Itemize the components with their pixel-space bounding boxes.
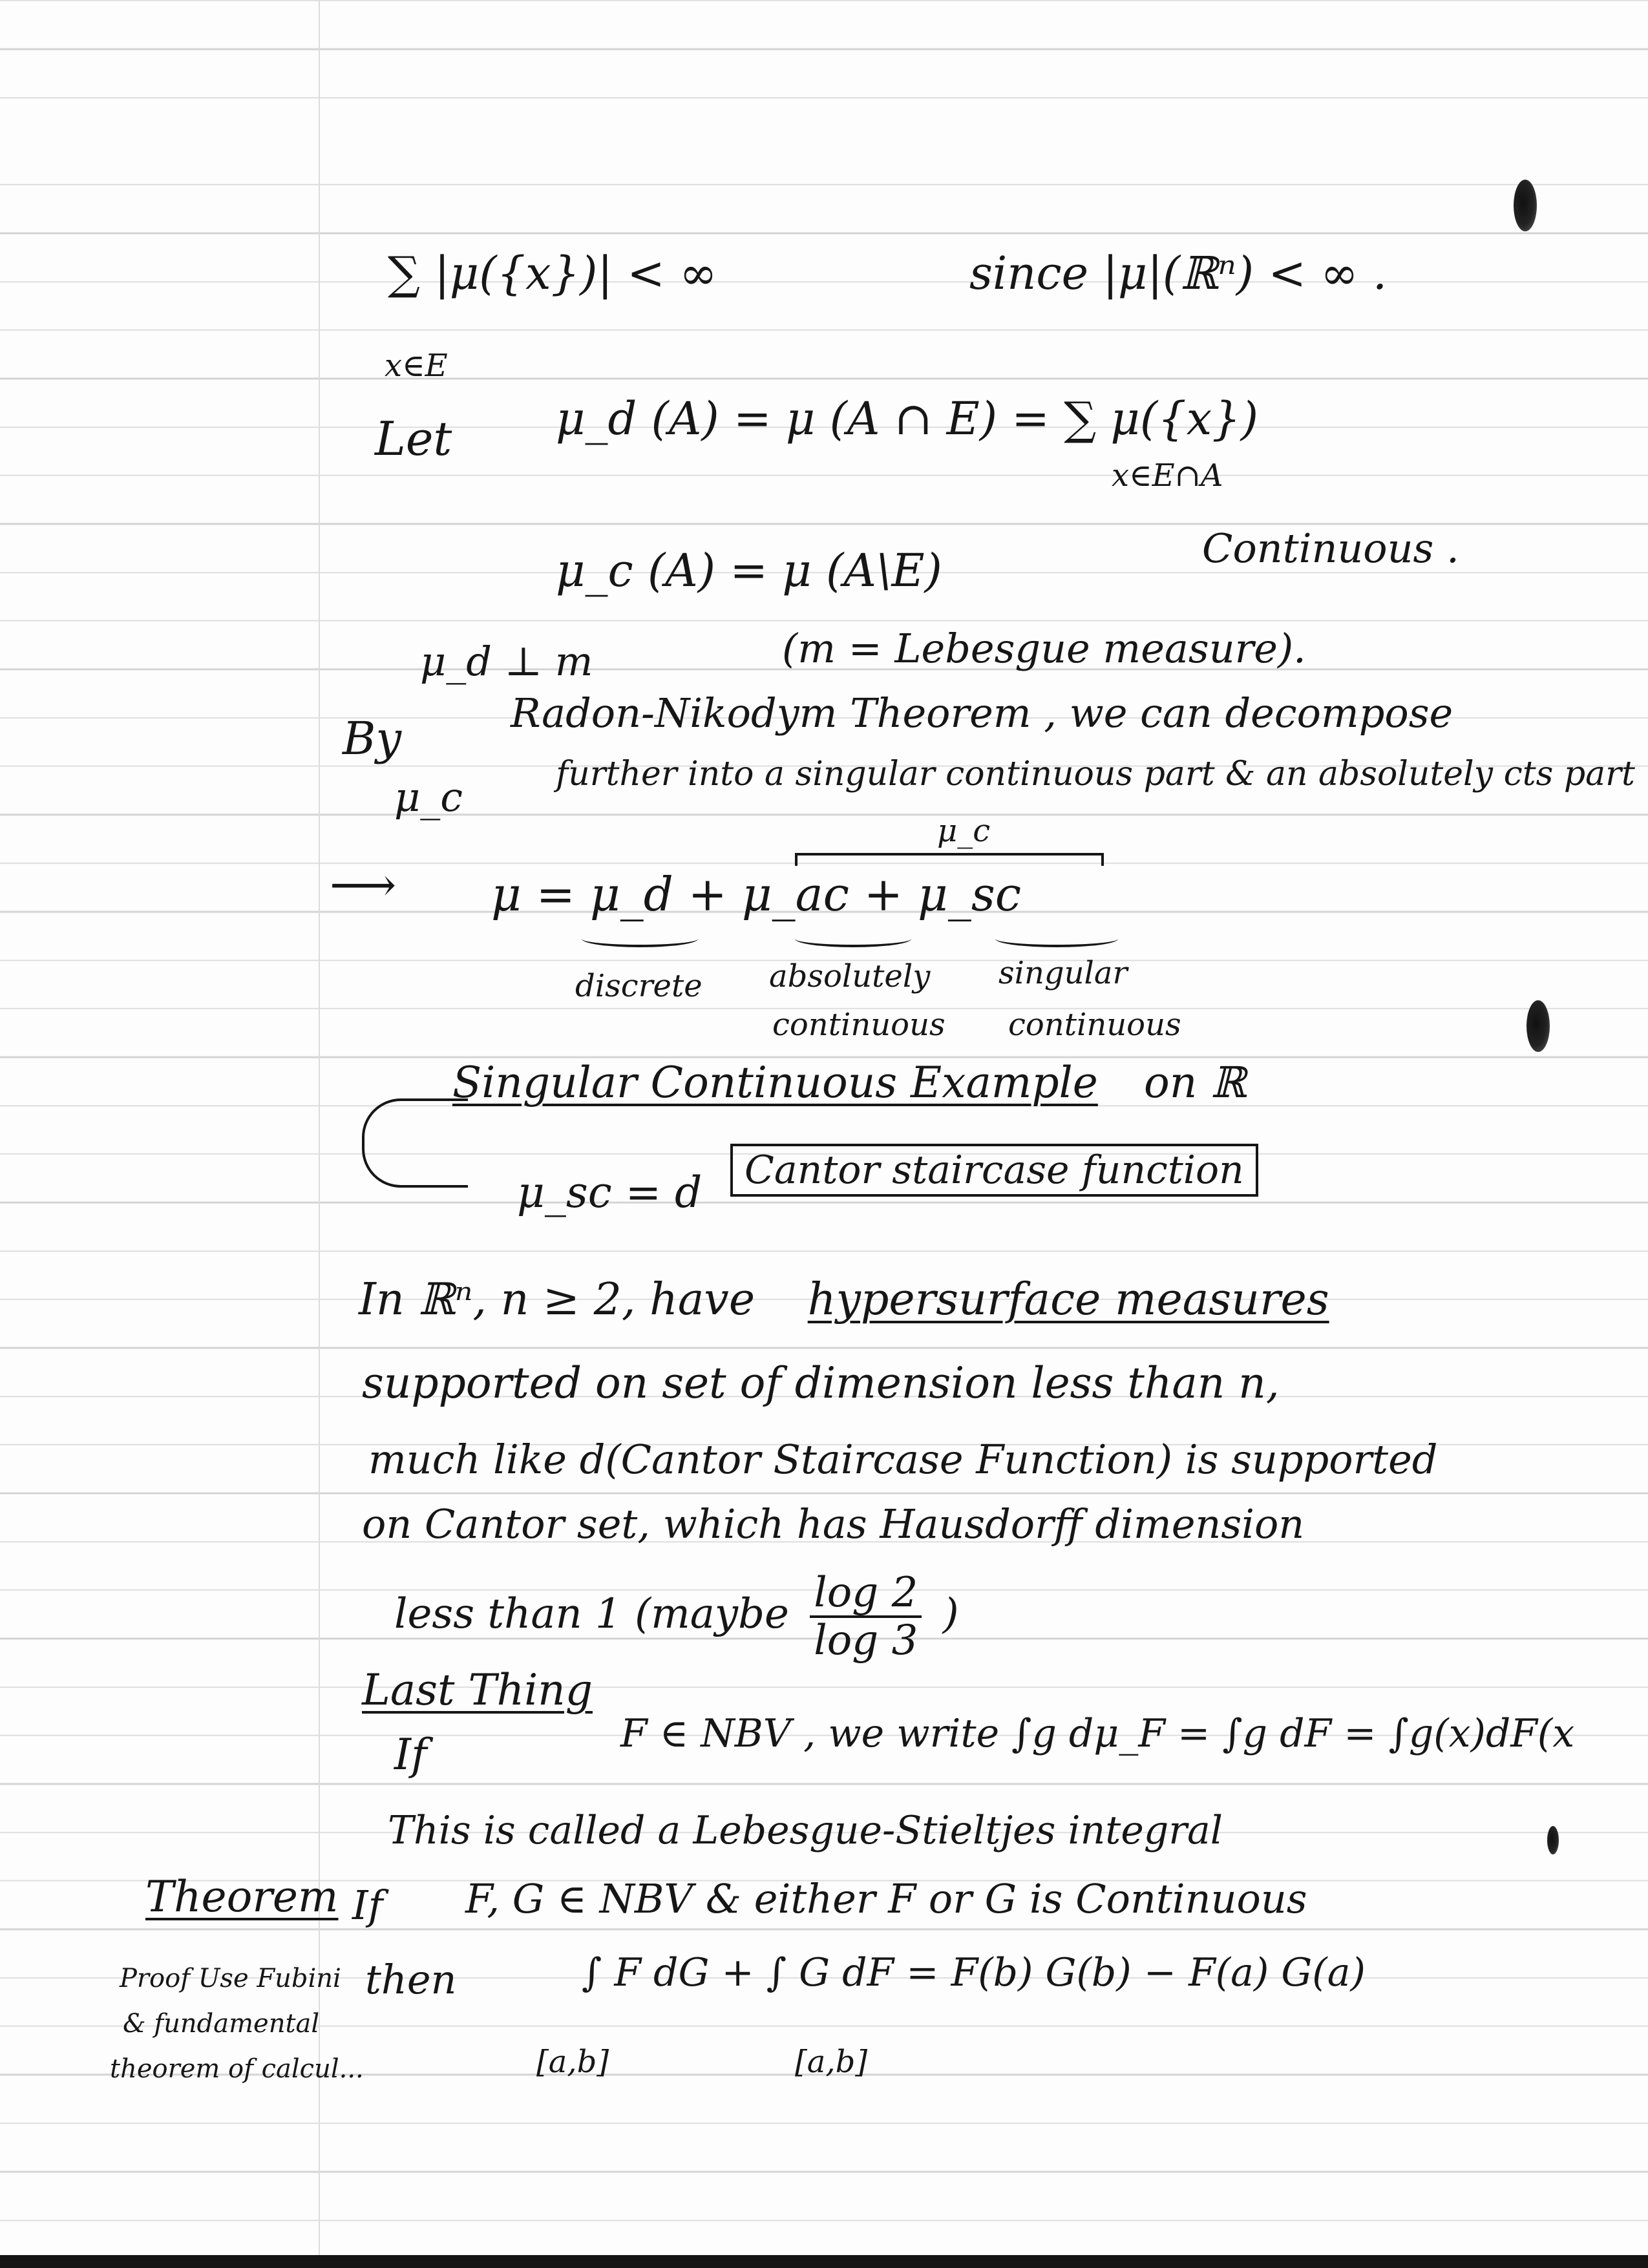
proof-line-2: & fundamental: [123, 2009, 320, 2039]
curved-arrow: [362, 1098, 468, 1188]
log-denominator: log 3: [814, 1617, 918, 1665]
hypersurface-line-1-intro: In ℝⁿ, n ≥ 2, have: [359, 1274, 755, 1325]
label-discrete: discrete: [575, 968, 703, 1004]
sum-inequality: ∑ |μ({x})| < ∞: [388, 247, 717, 300]
label-absolutely-continuous: continuous: [772, 1007, 945, 1043]
brace-discrete: [582, 930, 698, 947]
punch-hole-top: [1514, 180, 1537, 231]
brace-absolutely: [795, 930, 911, 947]
theorem-label: Theorem: [145, 1872, 339, 1922]
proof-line-1: Proof Use Fubini: [120, 1964, 341, 1993]
mu-c-over-label: μ_c: [937, 813, 991, 849]
mu-c-overbrace: [795, 853, 1104, 866]
lebesgue-note: (m = Lebesgue measure).: [782, 625, 1306, 672]
last-thing-heading: Last Thing: [362, 1665, 593, 1715]
nbv-integral-line: F ∈ NBV , we write ∫g dμ_F = ∫g dF = ∫g(x)dF(x: [620, 1711, 1575, 1756]
arrow: ⟶: [330, 857, 397, 912]
hypersurface-measures-term: hypersurface measures: [807, 1274, 1329, 1325]
then-label: then: [365, 1956, 457, 2003]
theorem-equation: ∫ F dG + ∫ G dF = F(b) G(b) − F(a) G(a): [582, 1950, 1366, 1995]
theorem-if: If: [352, 1882, 383, 1929]
mu-c-side-label: μ_c: [394, 773, 463, 821]
label-absolutely: absolutely: [769, 958, 931, 994]
hypersurface-line-5: [394, 1570, 959, 1664]
mu-sc-equals: μ_sc = d: [517, 1168, 703, 1217]
if-label-1: If: [394, 1730, 427, 1780]
mu-d-perp-m: μ_d ⊥ m: [420, 638, 593, 685]
continuous-note: Continuous .: [1202, 525, 1459, 572]
integral-index-1: [a,b]: [536, 2044, 609, 2080]
mu-d-definition: μ_d (A) = μ (A ∩ E) = ∑ μ({x}): [556, 392, 1259, 445]
theorem-condition: F, G ∈ NBV & either F or G is Continuous: [465, 1875, 1307, 1922]
example-on-r: on ℝ: [1144, 1058, 1247, 1108]
since-text: since |μ|(ℝⁿ) < ∞ .: [969, 247, 1388, 300]
cantor-staircase-box: Cantor staircase function: [730, 1144, 1258, 1197]
log-numerator: log 2: [810, 1570, 922, 1618]
scan-edge: [0, 2255, 1648, 2268]
mu-d-index: x∈E∩A: [1112, 457, 1223, 494]
label-singular: singular: [998, 955, 1128, 991]
less-than-one: less than 1 (maybe: [394, 1590, 789, 1638]
margin-line: [319, 0, 320, 2268]
log-fraction: [810, 1570, 922, 1664]
brace-singular: [995, 930, 1118, 947]
hypersurface-line-4: on Cantor set, which has Hausdorff dimension: [362, 1500, 1305, 1548]
example-heading: Singular Continuous Example: [452, 1058, 1098, 1108]
punch-hole-bottom: [1547, 1826, 1559, 1854]
mu-c-definition: μ_c (A) = μ (A\E): [556, 544, 942, 597]
sum-index: x∈E: [385, 348, 448, 384]
proof-line-3: theorem of calcul...: [110, 2054, 364, 2084]
by-label: By: [343, 712, 401, 765]
label-singular-continuous: continuous: [1008, 1007, 1181, 1043]
punch-hole-middle: [1527, 1000, 1550, 1052]
further-line: further into a singular continuous part & an absolutely cts part: [556, 755, 1635, 793]
hypersurface-line-2: supported on set of dimension less than n,: [362, 1358, 1280, 1408]
decomposition-equation: μ = μ_d + μ_ac + μ_sc: [491, 867, 1022, 921]
lebesgue-stieltjes-line: This is called a Lebesgue-Stieltjes integral: [388, 1808, 1223, 1853]
closing-paren: ): [942, 1590, 959, 1638]
hypersurface-line-1: [359, 1276, 1329, 1325]
hypersurface-line-3: much like d(Cantor Staircase Function) is supported: [368, 1436, 1438, 1483]
integral-index-2: [a,b]: [795, 2044, 868, 2080]
radon-nikodym-line: Radon-Nikodym Theorem , we can decompose: [511, 689, 1453, 737]
let-label: Let: [375, 412, 452, 466]
